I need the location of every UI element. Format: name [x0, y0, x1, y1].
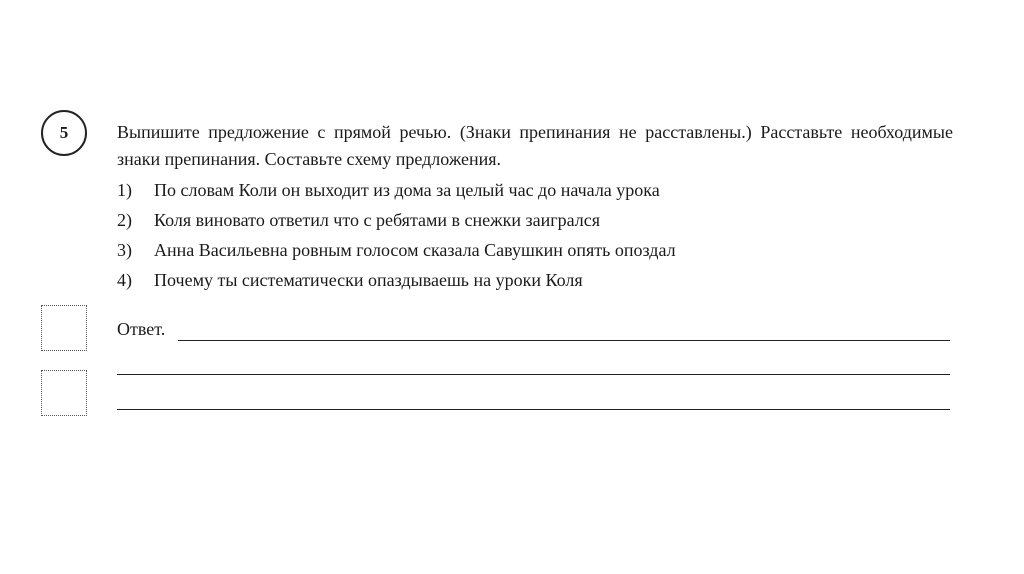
- option-number: 1): [117, 180, 132, 200]
- answer-line-2[interactable]: [117, 374, 950, 375]
- option-number: 2): [117, 210, 132, 230]
- option-text: По словам Коли он выходит из дома за целый час до начала урока: [154, 180, 660, 200]
- score-box-1[interactable]: [41, 305, 87, 351]
- answer-line-3[interactable]: [117, 409, 950, 410]
- options-list: [117, 175, 676, 295]
- option-item: [117, 205, 676, 235]
- answer-label: Ответ.: [117, 319, 166, 339]
- question-text: Выпишите предложение с прямой речью. (Знаки препинания не расставлены.) Расставьте необходимые знаки препинания. Составьте схему предложения.: [117, 122, 953, 169]
- option-number: 3): [117, 240, 132, 260]
- option-item: [117, 265, 676, 295]
- option-item: [117, 235, 676, 265]
- question-number-badge: [41, 110, 87, 156]
- option-text: Коля виновато ответил что с ребятами в снежки заигрался: [154, 210, 600, 230]
- option-item: [117, 175, 676, 205]
- answer-line-1[interactable]: [178, 340, 950, 341]
- option-number: 4): [117, 270, 132, 290]
- score-box-2[interactable]: [41, 370, 87, 416]
- option-text: Анна Васильевна ровным голосом сказала Савушкин опять опоздал: [154, 240, 676, 260]
- option-text: Почему ты систематически опаздываешь на уроки Коля: [154, 270, 583, 290]
- question-number: 5: [59, 123, 69, 142]
